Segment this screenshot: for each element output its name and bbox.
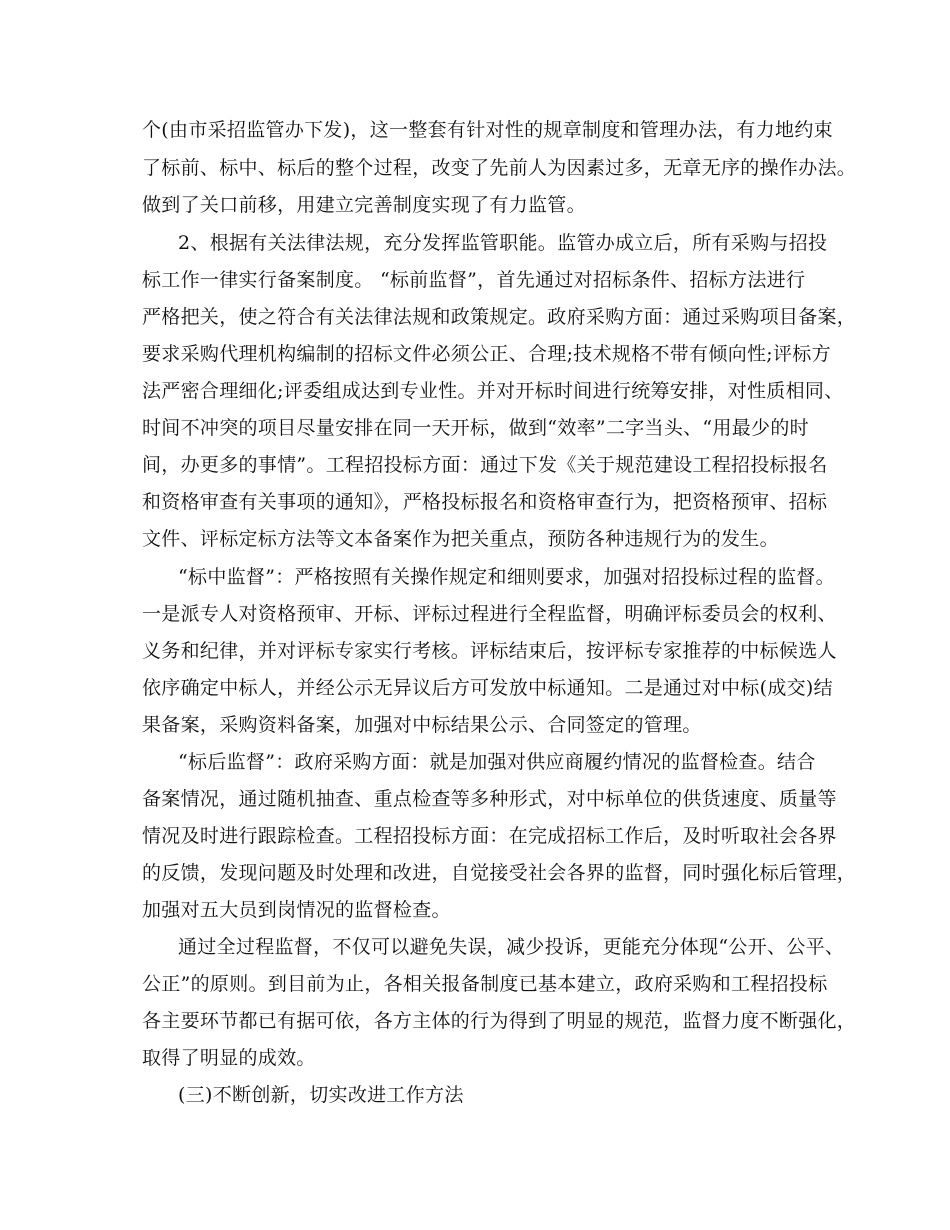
text-line: 依序确定中标人，并经公示无异议后方可发放中标通知。二是通过对中标(成交)结	[142, 677, 833, 699]
text-line: 做到了关口前移，用建立完善制度实现了有力监管。	[142, 194, 586, 216]
text-line: 要求采购代理机构编制的招标文件必须公正、合理;技术规格不带有倾向性;评标方	[142, 343, 831, 365]
text-line: 严格把关，使之符合有关法律法规和政策规定。政府采购方面：通过采购项目备案，	[142, 306, 857, 328]
text-line: 了标前、标中、标后的整个过程，改变了先前人为因素过多，无章无序的操作办法。	[142, 157, 857, 179]
text-line: 一是派专人对资格预审、开标、评标过程进行全程监督，明确评标委员会的权利、	[142, 603, 837, 625]
text-line: 文件、评标定标方法等文本备案作为把关重点，预防各种违规行为的发生。	[142, 528, 779, 550]
text-line: 法严密合理细化;评委组成达到专业性。并对开标时间进行统筹安排，对性质相同、	[142, 380, 844, 402]
text-line: 和资格审查有关事项的通知》，严格投标报名和资格审查行为，把资格预审、招标	[142, 491, 828, 513]
text-line: 间，办更多的事情”。工程招投标方面：通过下发《关于规范建设工程招投标报名	[142, 454, 828, 476]
text-line: 标工作一律实行备案制度。 “标前监督”，首先通过对招标条件、招标方法进行	[142, 269, 806, 291]
text-line: 各主要环节都已有据可依，各方主体的行为得到了明显的规范，监督力度不断强化，	[142, 1010, 857, 1032]
text-line: 备案情况，通过随机抽查、重点检查等多种形式，对中标单位的供货速度、质量等	[142, 788, 837, 810]
text-line: 果备案，采购资料备案，加强对中标结果公示、合同签定的管理。	[142, 714, 702, 736]
text-line: 通过全过程监督，不仅可以避免失误，减少投诉，更能充分体现“公开、公平、	[178, 936, 845, 958]
text-line: “标中监督”：严格按照有关操作规定和细则要求，加强对招投标过程的监督。	[178, 566, 835, 588]
text-line: 情况及时进行跟踪检查。工程招投标方面：在完成招标工作后，及时听取社会各界	[142, 825, 837, 847]
text-line: 时间不冲突的项目尽量安排在同一天开标，做到“效率”二字当头、“用最少的时	[142, 417, 809, 439]
text-line: “标后监督”：政府采购方面：就是加强对供应商履约情况的监督检查。结合	[178, 751, 816, 773]
text-line: 公正”的原则。到目前为止，各相关报备制度已基本建立，政府采购和工程招投标	[142, 973, 828, 995]
section-heading: (三)不断创新，切实改进工作方法	[178, 1084, 464, 1106]
text-line: 个(由市采招监管办下发)，这一整套有针对性的规章制度和管理办法，有力地约束	[142, 119, 833, 141]
text-line: 加强对五大员到岗情况的监督检查。	[142, 899, 451, 921]
text-line: 义务和纪律，并对评标专家实行考核。评标结束后，按评标专家推荐的中标候选人	[142, 640, 837, 662]
text-line: 2、根据有关法律法规，充分发挥监管职能。监管办成立后，所有采购与招投	[178, 232, 828, 254]
text-line: 的反馈，发现问题及时处理和改进，自觉接受社会各界的监督，同时强化标后管理，	[142, 862, 857, 884]
text-line: 取得了明显的成效。	[142, 1047, 316, 1069]
